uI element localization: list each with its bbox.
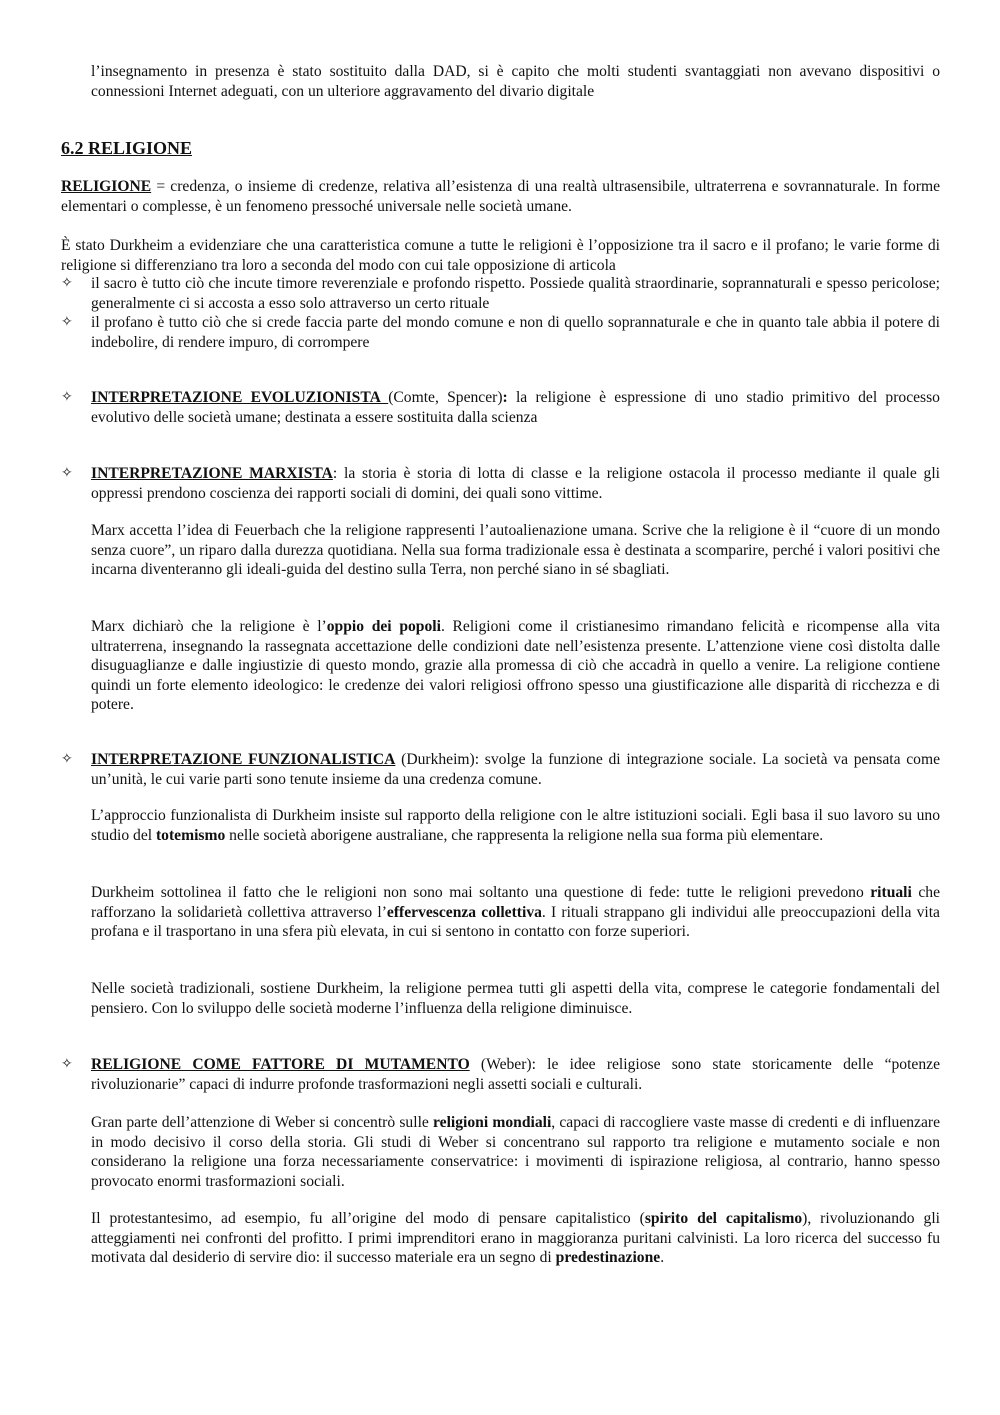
star-bullet-icon: ✧ — [61, 389, 73, 405]
intro-continuation: l’insegnamento in presenza è stato sostituito dalla DAD, si è capito che molti studenti svantaggiati non avevano dispositivi o connessioni Internet adeguati, con un ulteriore aggravamento del divario digitale — [91, 63, 940, 100]
marxist-heading: INTERPRETAZIONE MARXISTA — [91, 465, 333, 482]
weber-p1-a: Gran parte dell’attenzione di Weber si concentrò sulle — [91, 1114, 434, 1131]
evolutionist-heading: INTERPRETAZIONE EVOLUZIONISTA — [91, 389, 389, 406]
evolutionist-text — [91, 388, 940, 427]
star-bullet-icon: ✧ — [61, 1056, 73, 1072]
functionalist-body: (Durkheim): svolge la funzione di integrazione sociale. La società va pensata come un’unità, le cui varie parti sono tenute insieme da una credenza comune. — [91, 751, 940, 788]
durk-p2-a: Durkheim sottolinea il fatto che le religioni non sono mai soltanto una questione di fede: tutte le religioni prevedono — [91, 884, 871, 901]
marxist-body: : la storia è storia di lotta di classe e la religione ostacola il processo mediante il quale gli oppressi prendono coscienza dei rapporti sociali di domini, dei quali sono vittime. — [91, 465, 941, 502]
marxist-text — [91, 464, 940, 503]
star-bullet-icon: ✧ — [61, 314, 73, 330]
profane-bullet — [61, 313, 940, 352]
definition-term: RELIGIONE — [61, 178, 152, 195]
oppio-dei-popoli: oppio dei popoli — [326, 618, 441, 635]
weber-bullet — [61, 1055, 940, 1094]
durk-p2-c: . I rituali strappano gli individui alle preoccupazioni della vita profana e il trasportano in una sfera più elevata, in cui si sentono in contatto con forze superiori. — [91, 903, 940, 940]
evolutionist-body: la religione è espressione di uno stadio primitivo del processo evolutivo delle società umane; destinata a essere sostituita dalla scienza — [91, 389, 940, 426]
functionalist-bullet — [61, 750, 940, 789]
durkheim-paragraph-3: Nelle società tradizionali, sostiene Durkheim, la religione permea tutti gli aspetti della vita, comprese le categorie fondamentali del pensiero. Con lo sviluppo delle società moderne l’influenza della religione diminuisce. — [91, 980, 940, 1017]
star-bullet-icon: ✧ — [61, 751, 73, 767]
weber-p1-b: , capaci di raccogliere vaste masse di credenti e di influenzare in modo decisivo il corso della storia. Gli studi di Weber si concentrano sul rapporto tra religione e mutamento sociale e non considerano la religione una forza necessariamente conservatrice: i movimenti di ispirazione religiosa, al contrario, hanno spesso provocato enormi trasformazioni sociali. — [91, 1114, 940, 1190]
marx-paragraph-1: Marx accetta l’idea di Feuerbach che la religione rappresenti l’autoalienazione umana. Scrive che la religione è il “cuore di un mondo senza cuore”, un riparo dalla durezza quotidiana. Nella sua forma tradizionale essa è destinata a scomparire, perché i valori positivi che incarna diventeranno gli ideali-guida del destino sulla Terra, non perché siano in sé sbagliati. — [91, 522, 940, 578]
functionalist-heading: INTERPRETAZIONE FUNZIONALISTICA — [91, 751, 396, 768]
functionalist-text — [91, 750, 940, 789]
durkheim-paragraph-1 — [91, 806, 940, 845]
marx-paragraph-2 — [91, 617, 940, 715]
durk-p1-a: L’approccio funzionalista di Durkheim insiste sul rapporto della religione con le altre istituzioni sociali. Egli basa il suo lavoro su uno studio del — [91, 807, 940, 844]
marx-p2-a: Marx dichiarò che la religione è l’ — [91, 618, 327, 635]
profane-text: il profano è tutto ciò che si crede faccia parte del mondo comune e non di quello soprannaturale e che in quanto tale abbia il potere di indebolire, di rendere impuro, di corrompere — [91, 314, 940, 351]
religion-definition — [61, 177, 940, 216]
sacred-text: il sacro è tutto ciò che incute timore reverenziale e profondo rispetto. Possiede qualità straordinarie, soprannaturali e spesso pericolose; generalmente ci si accosta a esso solo attraverso un certo rituale — [91, 275, 940, 312]
marx-p2-b: . Religioni come il cristianesimo rimandano felicità e ricompense alla vita ultraterrena, insegnando la rassegnata accettazione delle condizioni date nell’esistenza presente. L’attenzione viene così distolta dalle disuguaglianze e dalle ingiustizie di questo mondo, grazie alla promessa di ciò che accadrà in quello a venire. La religione contiene quindi un forte elemento ideologico: le credenze dei valori religiosi offrono spesso una giustificazione alle disparità di ricchezza e di potere. — [91, 618, 940, 713]
weber-paragraph-2 — [91, 1209, 940, 1268]
star-bullet-icon: ✧ — [61, 465, 73, 481]
evolutionist-bullet — [61, 388, 940, 427]
section-title: 6.2 RELIGIONE — [61, 138, 193, 158]
durk-p2-b: che rafforzano la solidarietà collettiva attraverso l’ — [91, 884, 940, 921]
durkheim-intro: È stato Durkheim a evidenziare che una caratteristica comune a tutte le religioni è l’opposizione tra il sacro e il profano; le varie forme di religione si differenziano tra loro a seconda del modo con cui tale opposizione di articola — [61, 237, 940, 274]
evolutionist-authors: (Comte, Spencer) — [388, 389, 503, 406]
weber-p2-a: Il protestantesimo, ad esempio, fu all’origine del modo di pensare capitalistico ( — [91, 1210, 645, 1227]
weber-text — [91, 1055, 940, 1094]
effervescenza-collettiva: effervescenza collettiva — [386, 903, 542, 921]
weber-paragraph-1 — [91, 1113, 940, 1191]
sacred-bullet — [61, 274, 940, 313]
rituali: rituali — [870, 884, 912, 901]
weber-body: (Weber): le idee religiose sono state storicamente delle “potenze rivoluzionarie” capaci di indurre profonde trasformazioni negli assetti sociali e culturali. — [91, 1056, 940, 1093]
weber-p2-b: ), rivoluzionando gli atteggiamenti nei confronti del profitto. I primi imprenditori erano in maggioranza puritani calvinisti. La loro ricerca del successo fu motivata dal desiderio di servire dio: il successo materiale era un segno di — [91, 1210, 940, 1266]
evolutionist-colon: : — [502, 389, 508, 406]
definition-text: = credenza, o insieme di credenze, relativa all’esistenza di una realtà ultrasensibile, ultraterrena e sovrannaturale. In forme elementari o complesse, è un fenomeno pressoché universale nelle società umane. — [61, 178, 940, 215]
spirito-del-capitalismo: spirito del capitalismo — [644, 1210, 803, 1227]
predestinazione: predestinazione — [555, 1249, 661, 1266]
star-bullet-icon: ✧ — [61, 275, 73, 291]
religioni-mondiali: religioni mondiali — [433, 1114, 552, 1131]
totemismo: totemismo — [155, 826, 226, 844]
durk-p1-b: nelle società aborigene australiane, che rappresenta la religione nella sua forma più elementare. — [225, 826, 824, 844]
durkheim-paragraph-2 — [91, 883, 940, 942]
weber-heading: RELIGIONE COME FATTORE DI MUTAMENTO — [91, 1056, 470, 1073]
marxist-bullet — [61, 464, 940, 503]
weber-p2-c: . — [660, 1249, 665, 1266]
